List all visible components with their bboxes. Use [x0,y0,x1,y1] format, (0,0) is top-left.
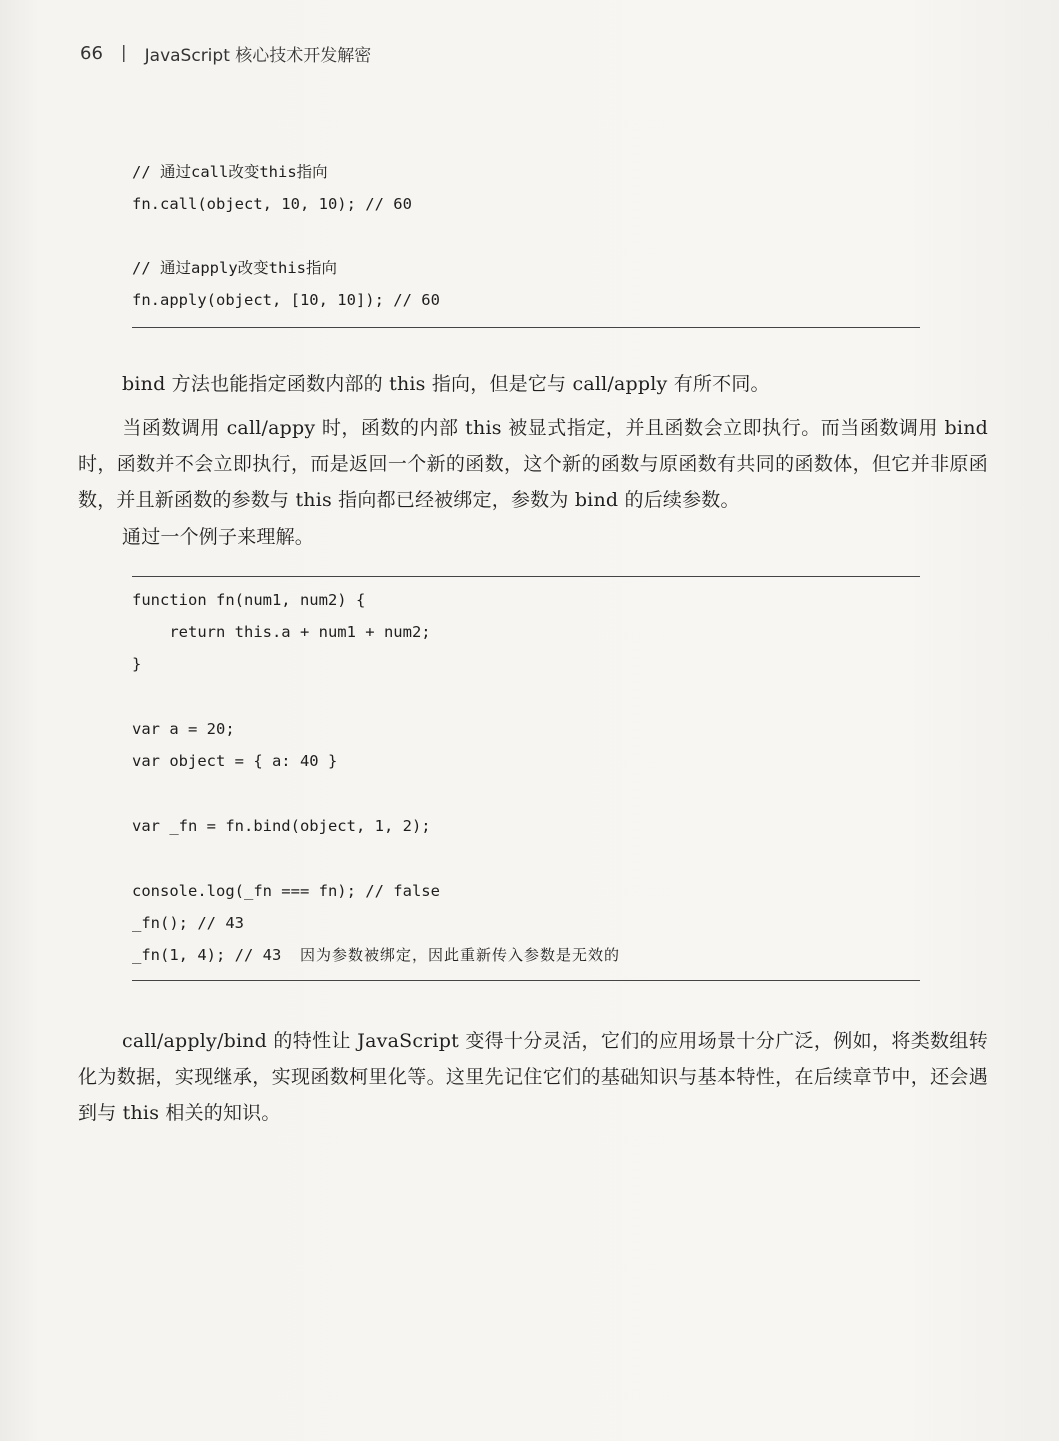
code-block-call-apply [132,156,920,316]
paragraph-example-intro [78,519,988,555]
code-return-stmt: return this.a + num1 + num2; [132,623,431,641]
code-block-bottom-rule [132,327,920,328]
code-call-fn: _fn(); // 43 [132,914,244,932]
code-block-bind-example [132,584,920,971]
book-title: JavaScript 核心技术开发解密 [144,45,372,66]
code-var-object: var object = { a: 40 } [132,752,338,770]
paragraph-text: bind 方法也能指定函数内部的 this 指向，但是它与 call/apply 有所不同。 [122,373,770,395]
code-blank [132,220,920,252]
paragraph-text: 通过一个例子来理解。 [122,526,315,548]
code-block-bottom-rule-2 [132,980,920,981]
code-text: _fn(1, 4); // 43 [132,946,300,964]
code-call-fn-args [132,939,920,971]
paragraph-text: 当函数调用 call/appy 时，函数的内部 this 被显式指定，并且函数会立即执行。而当函数调用 bind 时，函数并不会立即执行，而是返回一个新的函数，这个新的函数与原函数有共同的函数体，但它并非原函数，并且新函数的参数与 this 指向都已经被绑定，参数为 bind 的后续参数。 [78,417,988,511]
code-var-fn-bind: var _fn = fn.bind(object, 1, 2); [132,817,431,835]
code-close-brace: } [132,655,142,673]
paragraph-summary [78,1023,988,1131]
code-line-call: fn.call(object, 10, 10); // 60 [132,195,412,213]
paragraph-bind-intro [78,366,988,402]
code-block-top-rule [132,576,920,577]
code-comment-call: // 通过call改变this指向 [132,163,328,181]
code-comment-apply: // 通过apply改变this指向 [132,259,337,277]
code-var-a: var a = 20; [132,720,235,738]
code-console-log: console.log(_fn === fn); // false [132,882,440,900]
header-separator: | [120,43,127,63]
running-header [80,40,371,66]
page-number: 66 [80,42,103,64]
paragraph-bind-explanation [78,410,988,518]
code-line-apply: fn.apply(object, [10, 10]); // 60 [132,291,440,309]
paragraph-text: call/apply/bind 的特性让 JavaScript 变得十分灵活，它们的应用场景十分广泛，例如，将类数组转化为数据，实现继承，实现函数柯里化等。这里先记住它们的基础知识与基本特性，在后续章节中，还会遇到与 this 相关的知识。 [78,1030,988,1124]
code-cn-comment: 因为参数被绑定，因此重新传入参数是无效的 [299,946,620,964]
code-function-decl: function fn(num1, num2) { [132,591,366,609]
